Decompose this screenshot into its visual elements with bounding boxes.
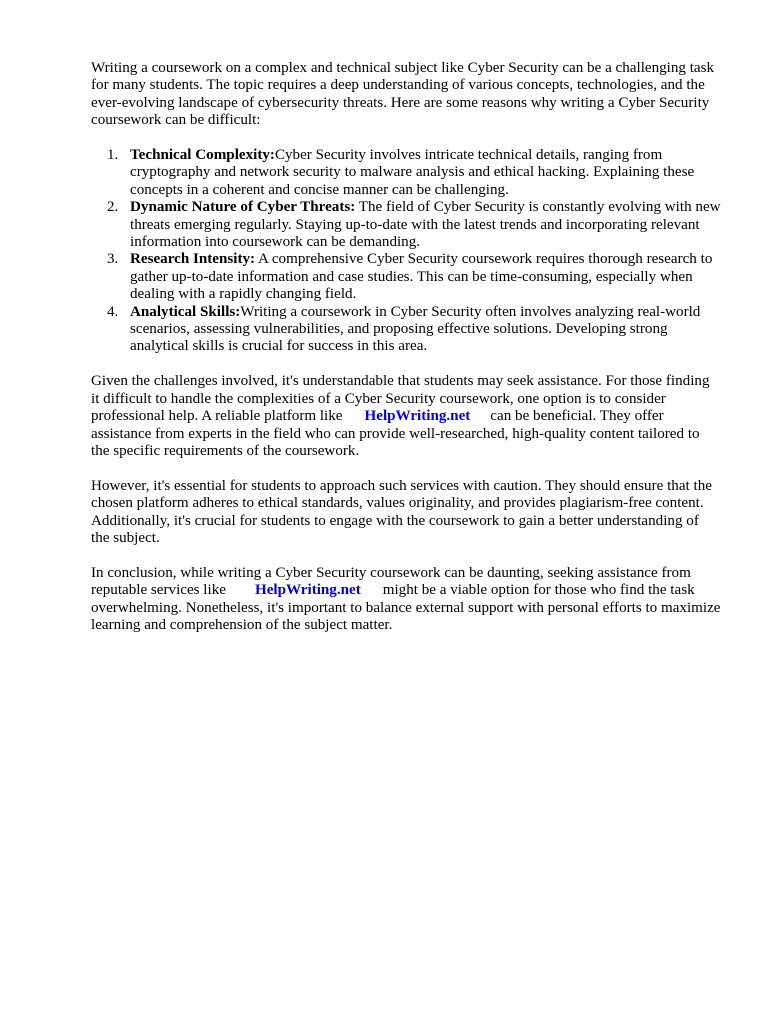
paragraph-text: might be a viable option for those who find the task overwhelming. Nonetheless, it's important to balance external support with personal efforts to maximize learning and comprehension of the subject matter. [91, 582, 721, 633]
list-text: A comprehensive Cyber Security coursework requires thorough research to gather up-to-date information and case studies. This can be time-consuming, especially when dealing with a rapidly changing field. [130, 251, 713, 303]
list-number: 2. [107, 199, 119, 216]
helpwriting-link[interactable]: HelpWriting.net [364, 408, 471, 425]
list-number: 3. [107, 251, 119, 268]
list-term: Research Intensity: [130, 251, 256, 268]
helpwriting-link[interactable]: HelpWriting.net [254, 582, 361, 599]
assistance-paragraph [91, 373, 721, 460]
list-item [91, 251, 721, 303]
conclusion-paragraph [91, 565, 721, 635]
document-page [91, 60, 721, 652]
list-number: 1. [107, 147, 119, 164]
list-item [91, 147, 721, 199]
list-term: Dynamic Nature of Cyber Threats: [130, 199, 356, 216]
list-number: 4. [107, 303, 119, 320]
list-item [91, 304, 721, 356]
caution-paragraph: However, it's essential for students to approach such services with caution. They should ensure that the chosen platform adheres to ethical standards, values originality, and provides plagiarism-free content. Additionally, it's crucial for students to engage with the coursework to gain a better understanding of the subject. [91, 477, 712, 546]
reasons-list [91, 147, 721, 356]
list-item [91, 199, 721, 251]
list-term: Analytical Skills: [130, 303, 241, 320]
list-text: Cyber Security involves intricate technical details, ranging from cryptography and network security to malware analysis and ethical hacking. Explaining these concepts in a coherent and concise manner can be challenging. [130, 147, 695, 198]
paragraph-text: In conclusion, while writing a Cyber Security coursework can be daunting, seeking assistance from reputable services like [91, 564, 691, 599]
list-term: Technical Complexity: [130, 147, 275, 164]
intro-paragraph: Writing a coursework on a complex and technical subject like Cyber Security can be a challenging task for many students. The topic requires a deep understanding of various concepts, technologies, and the ever-evolving landscape of cybersecurity threats. Here are some reasons why writing a Cyber Security coursework can be difficult: [91, 60, 715, 129]
list-text: The field of Cyber Security is constantly evolving with new threats emerging regularly. Staying up-to-date with the latest trends and incorporating relevant information into coursework can be demanding. [130, 199, 721, 251]
paragraph-text: can be beneficial. They offer assistance from experts in the field who can provide well-researched, high-quality content tailored to the specific requirements of the coursework. [91, 408, 700, 459]
list-text: Writing a coursework in Cyber Security often involves analyzing real-world scenarios, assessing vulnerabilities, and proposing effective solutions. Developing strong analytical skills is crucial for success in this area. [130, 303, 701, 355]
paragraph-text: Given the challenges involved, it's understandable that students may seek assistance. For those finding it difficult to handle the complexities of a Cyber Security coursework, one option is to consider professional help. A reliable platform like [91, 373, 710, 425]
